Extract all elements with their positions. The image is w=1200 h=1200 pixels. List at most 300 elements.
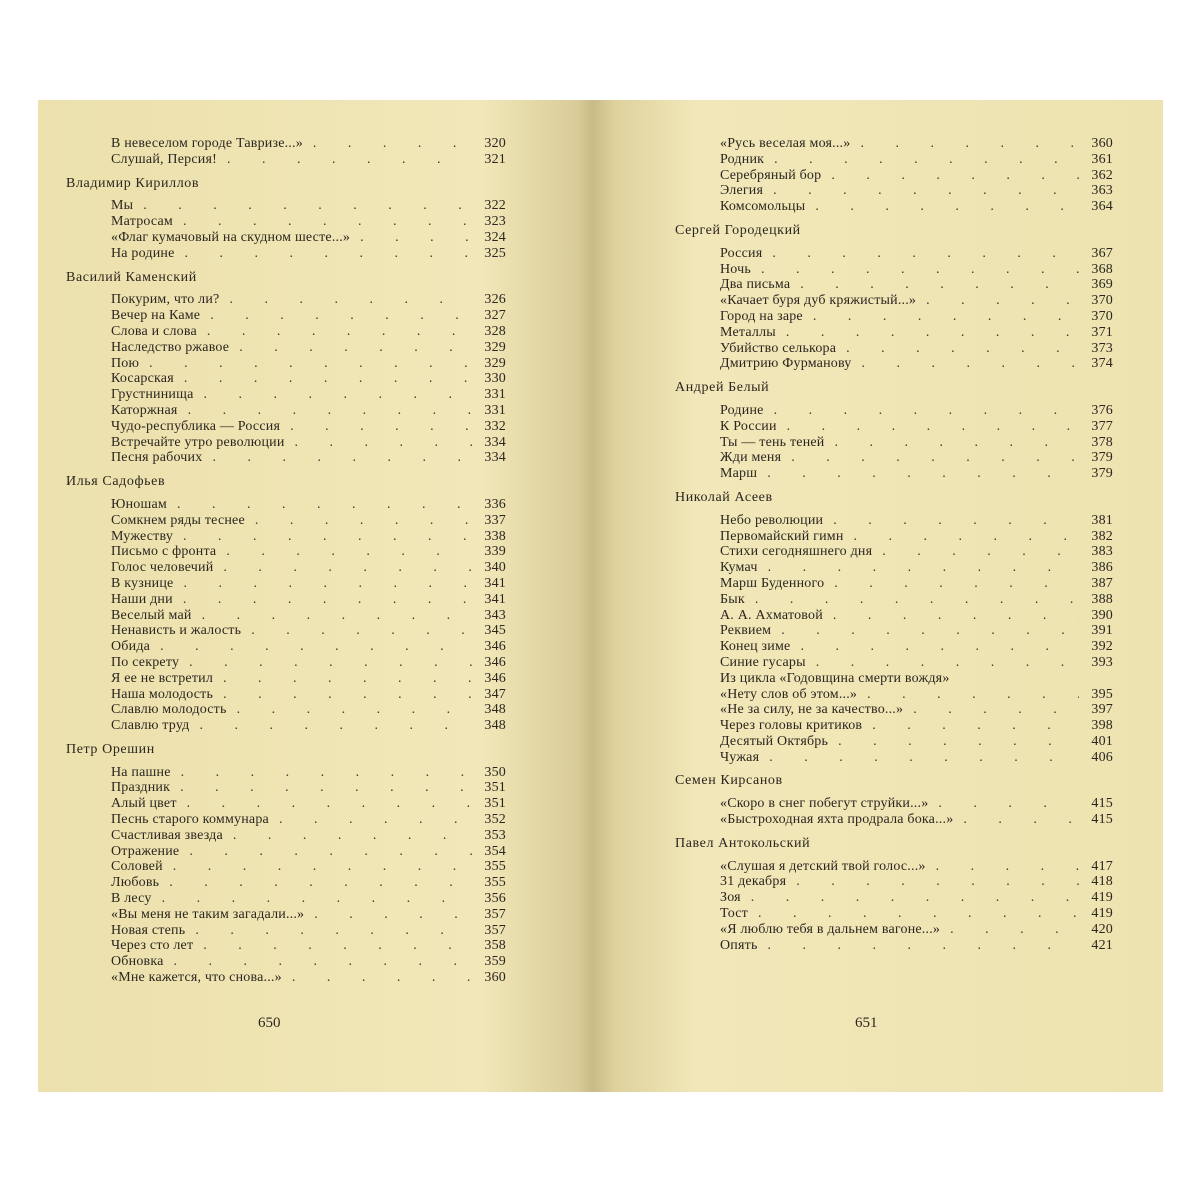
dot-leader bbox=[282, 970, 472, 986]
toc-entry bbox=[675, 356, 1113, 372]
entry-page-number: 343 bbox=[484, 607, 506, 623]
toc-entry bbox=[66, 592, 506, 608]
entry-page-number: 348 bbox=[484, 718, 506, 734]
entry-title: Чудо-республика — Россия bbox=[111, 418, 281, 434]
dot-leader bbox=[175, 246, 472, 262]
entry-title: Обновка bbox=[111, 954, 164, 970]
entry-title: В кузнице bbox=[111, 575, 174, 591]
entry-page-number: 382 bbox=[1091, 528, 1113, 544]
entry-title: Комсомольцы bbox=[720, 199, 806, 215]
toc-entry bbox=[675, 608, 1113, 624]
dot-leader bbox=[227, 702, 472, 718]
dot-leader bbox=[304, 907, 472, 923]
entry-page-number: 415 bbox=[1091, 812, 1113, 828]
dot-leader bbox=[174, 371, 472, 387]
entry-page-number: 393 bbox=[1091, 654, 1113, 670]
entry-page-number: 362 bbox=[1091, 167, 1113, 183]
toc-section bbox=[66, 176, 506, 262]
entry-page-number: 373 bbox=[1091, 340, 1113, 356]
entry-page-number: 419 bbox=[1091, 890, 1113, 906]
entry-page-number: 376 bbox=[1091, 402, 1113, 418]
toc-entry bbox=[66, 246, 506, 262]
dot-leader bbox=[179, 655, 472, 671]
dot-leader bbox=[219, 292, 472, 308]
dot-leader bbox=[762, 246, 1079, 262]
toc-entry bbox=[66, 780, 506, 796]
entry-title: К России bbox=[720, 418, 777, 434]
entry-title: «Русь веселая моя...» bbox=[720, 136, 851, 151]
entry-title: Десятый Октябрь bbox=[720, 733, 829, 749]
entry-page-number: 360 bbox=[1091, 136, 1113, 151]
entry-page-number: 390 bbox=[1091, 607, 1113, 623]
entry-page-number: 417 bbox=[1091, 858, 1113, 874]
entry-title: Небо революции bbox=[720, 512, 824, 528]
entry-page-number: 338 bbox=[484, 528, 506, 544]
entry-page-number: 323 bbox=[484, 214, 506, 230]
toc-entry bbox=[675, 639, 1113, 655]
dot-leader bbox=[836, 341, 1079, 357]
toc-entry bbox=[66, 796, 506, 812]
entry-title: Марш Буденного bbox=[720, 575, 825, 591]
toc-entry bbox=[66, 907, 506, 923]
entry-title: Тост bbox=[720, 906, 748, 922]
toc-entry bbox=[66, 230, 506, 246]
toc-entry bbox=[66, 419, 506, 435]
entry-page-number: 379 bbox=[1091, 466, 1113, 482]
toc-entry bbox=[66, 152, 506, 168]
dot-leader bbox=[303, 136, 472, 152]
toc-entry bbox=[66, 923, 506, 939]
author-name: Владимир Кириллов bbox=[66, 175, 200, 191]
dot-leader bbox=[953, 812, 1079, 828]
entry-title: Матросам bbox=[111, 214, 173, 230]
entry-page-number: 355 bbox=[484, 859, 506, 875]
toc-entry bbox=[66, 859, 506, 875]
toc-entry bbox=[675, 671, 1113, 687]
toc-entry bbox=[66, 403, 506, 419]
entry-title: Ты — тень теней bbox=[720, 434, 825, 450]
entry-title: «Вы меня не таким загадали...» bbox=[111, 906, 305, 922]
entry-title: Письмо с фронта bbox=[111, 544, 217, 560]
dot-leader bbox=[133, 198, 472, 214]
toc-section bbox=[675, 836, 1113, 954]
dot-leader bbox=[764, 152, 1079, 168]
entry-page-number: 386 bbox=[1091, 560, 1113, 576]
toc-entry bbox=[675, 702, 1113, 718]
entry-page-number: 334 bbox=[484, 450, 506, 466]
toc-entry bbox=[66, 214, 506, 230]
toc-entry bbox=[66, 938, 506, 954]
entry-title: На родине bbox=[111, 245, 175, 261]
toc-entry bbox=[675, 183, 1113, 199]
entry-page-number: 341 bbox=[484, 591, 506, 607]
dot-leader bbox=[751, 262, 1079, 278]
dot-leader bbox=[171, 765, 472, 781]
toc-section bbox=[66, 136, 506, 168]
entry-title: Отражение bbox=[111, 843, 180, 859]
toc-entry bbox=[675, 403, 1113, 419]
dot-leader bbox=[916, 293, 1079, 309]
dot-leader bbox=[200, 308, 472, 324]
dot-leader bbox=[825, 435, 1080, 451]
dot-leader bbox=[177, 796, 472, 812]
entry-title: На пашне bbox=[111, 764, 171, 780]
entry-title: Новая степь bbox=[111, 922, 186, 938]
entry-title: Серебряный бор bbox=[720, 167, 822, 183]
toc-entry bbox=[66, 891, 506, 907]
dot-leader bbox=[852, 356, 1080, 372]
dot-leader bbox=[805, 199, 1079, 215]
entry-title: Голос человечий bbox=[111, 560, 214, 576]
entry-title: Сомкнем ряды теснее bbox=[111, 512, 245, 528]
toc-entry bbox=[66, 292, 506, 308]
entry-title: В невеселом городе Тавризе...» bbox=[111, 136, 303, 151]
toc-entry bbox=[675, 859, 1113, 875]
toc-entry bbox=[675, 277, 1113, 293]
toc-entry bbox=[66, 844, 506, 860]
entry-title: Опять bbox=[720, 937, 758, 953]
entry-title: Из цикла «Годовщина смерти вождя» bbox=[720, 670, 950, 686]
entry-page-number: 351 bbox=[484, 796, 506, 812]
toc-entry bbox=[675, 341, 1113, 357]
author-name: Илья Садофьев bbox=[66, 474, 166, 490]
dot-leader bbox=[194, 387, 472, 403]
toc-section bbox=[675, 773, 1113, 827]
entry-title: Реквием bbox=[720, 623, 772, 639]
page-number-right: 651 bbox=[855, 1015, 878, 1031]
entry-page-number: 330 bbox=[484, 371, 506, 387]
entry-title: Жди меня bbox=[720, 450, 782, 466]
dot-leader bbox=[763, 183, 1079, 199]
toc-entry bbox=[675, 655, 1113, 671]
left-page bbox=[38, 100, 593, 1092]
dot-leader bbox=[748, 906, 1079, 922]
toc-entry bbox=[66, 954, 506, 970]
dot-leader bbox=[790, 277, 1079, 293]
dot-leader bbox=[926, 859, 1079, 875]
author-name: Василий Каменский bbox=[66, 269, 197, 285]
entry-title: Слушай, Персия! bbox=[111, 151, 217, 167]
author-name: Павел Антокольский bbox=[675, 835, 811, 851]
dot-leader bbox=[771, 623, 1079, 639]
dot-leader bbox=[823, 608, 1079, 624]
toc-entry bbox=[675, 450, 1113, 466]
dot-leader bbox=[758, 938, 1079, 954]
dot-leader bbox=[790, 639, 1079, 655]
entry-title: Наша молодость bbox=[111, 686, 214, 702]
entry-page-number: 324 bbox=[484, 229, 506, 245]
toc-entry bbox=[66, 356, 506, 372]
dot-leader bbox=[202, 450, 472, 466]
entry-title: Праздник bbox=[111, 780, 171, 796]
entry-page-number: 369 bbox=[1091, 277, 1113, 293]
entry-title: Алый цвет bbox=[111, 796, 177, 812]
dot-leader bbox=[241, 623, 472, 639]
dot-leader bbox=[741, 890, 1079, 906]
toc-entry bbox=[675, 718, 1113, 734]
entry-page-number: 348 bbox=[484, 702, 506, 718]
entry-page-number: 322 bbox=[484, 198, 506, 214]
entry-page-number: 350 bbox=[484, 764, 506, 780]
dot-leader bbox=[758, 560, 1079, 576]
dot-leader bbox=[213, 560, 472, 576]
entry-title: «Качает буря дуб кряжистый...» bbox=[720, 293, 917, 309]
dot-leader bbox=[163, 859, 472, 875]
toc-entry bbox=[66, 623, 506, 639]
entry-title: В лесу bbox=[111, 891, 152, 907]
entry-title: Через сто лет bbox=[111, 938, 194, 954]
dot-leader bbox=[821, 168, 1079, 184]
author-name: Андрей Белый bbox=[675, 380, 770, 396]
dot-leader bbox=[759, 750, 1079, 766]
entry-page-number: 329 bbox=[484, 355, 506, 371]
dot-leader bbox=[173, 592, 472, 608]
toc-entry bbox=[66, 544, 506, 560]
entry-page-number: 351 bbox=[484, 780, 506, 796]
entry-page-number: 337 bbox=[484, 512, 506, 528]
dot-leader bbox=[776, 325, 1079, 341]
entry-page-number: 346 bbox=[484, 639, 506, 655]
entry-title: Родине bbox=[720, 402, 764, 418]
dot-leader bbox=[940, 922, 1079, 938]
entry-title: «Быстроходная яхта продрала бока...» bbox=[720, 812, 954, 828]
entry-page-number: 381 bbox=[1091, 512, 1113, 528]
entry-page-number: 329 bbox=[484, 339, 506, 355]
toc-column-right bbox=[675, 136, 1113, 953]
entry-page-number: 395 bbox=[1091, 686, 1113, 702]
entry-title: Металлы bbox=[720, 324, 776, 340]
entry-page-number: 371 bbox=[1091, 324, 1113, 340]
toc-entry bbox=[66, 702, 506, 718]
toc-entry bbox=[66, 812, 506, 828]
entry-page-number: 421 bbox=[1091, 937, 1113, 953]
toc-entry bbox=[66, 497, 506, 513]
dot-leader bbox=[745, 592, 1079, 608]
entry-page-number: 326 bbox=[484, 292, 506, 308]
entry-page-number: 353 bbox=[484, 827, 506, 843]
entry-title: Дмитрию Фурманову bbox=[720, 356, 852, 372]
toc-section bbox=[66, 742, 506, 986]
dot-leader bbox=[216, 544, 472, 560]
entry-title: Встречайте утро революции bbox=[111, 434, 285, 450]
dot-leader bbox=[170, 780, 472, 796]
book-spread bbox=[38, 100, 1163, 1092]
toc-entry bbox=[66, 308, 506, 324]
dot-leader bbox=[850, 136, 1079, 152]
toc-entry bbox=[675, 325, 1113, 341]
entry-title: «Флаг кумачовый на скудном шесте...» bbox=[111, 229, 351, 245]
toc-section bbox=[66, 270, 506, 467]
entry-page-number: 354 bbox=[484, 843, 506, 859]
dot-leader bbox=[928, 796, 1079, 812]
entry-title: Синие гусары bbox=[720, 654, 806, 670]
toc-entry bbox=[675, 560, 1113, 576]
dot-leader bbox=[269, 812, 472, 828]
dot-leader bbox=[229, 340, 472, 356]
entry-page-number: 332 bbox=[484, 418, 506, 434]
toc-entry bbox=[675, 592, 1113, 608]
dot-leader bbox=[223, 828, 472, 844]
entry-title: Юношам bbox=[111, 496, 167, 512]
entry-title: Покурим, что ли? bbox=[111, 292, 220, 308]
dot-leader bbox=[173, 576, 472, 592]
dot-leader bbox=[193, 938, 472, 954]
entry-page-number: 419 bbox=[1091, 906, 1113, 922]
entry-title: По секрету bbox=[111, 654, 180, 670]
dot-leader bbox=[164, 954, 472, 970]
toc-section bbox=[66, 474, 506, 734]
toc-entry bbox=[675, 293, 1113, 309]
entry-page-number: 339 bbox=[484, 544, 506, 560]
toc-entry bbox=[66, 560, 506, 576]
entry-title: Веселый май bbox=[111, 607, 192, 623]
author-name: Семен Кирсанов bbox=[675, 773, 783, 789]
entry-title: Через головы критиков bbox=[720, 718, 863, 734]
entry-title: Наследство ржавое bbox=[111, 339, 230, 355]
toc-entry bbox=[675, 906, 1113, 922]
entry-page-number: 336 bbox=[484, 496, 506, 512]
entry-title: Конец зиме bbox=[720, 639, 791, 655]
toc-entry bbox=[66, 608, 506, 624]
toc-entry bbox=[675, 513, 1113, 529]
entry-page-number: 392 bbox=[1091, 639, 1113, 655]
entry-page-number: 374 bbox=[1091, 356, 1113, 372]
dot-leader bbox=[828, 734, 1079, 750]
entry-title: Соловей bbox=[111, 859, 163, 875]
dot-leader bbox=[189, 718, 472, 734]
entry-title: Я ее не встретил bbox=[111, 670, 214, 686]
toc-entry bbox=[675, 435, 1113, 451]
toc-entry bbox=[675, 796, 1113, 812]
toc-entry bbox=[66, 687, 506, 703]
toc-entry bbox=[66, 340, 506, 356]
author-name: Сергей Городецкий bbox=[675, 222, 801, 238]
entry-page-number: 367 bbox=[1091, 245, 1113, 261]
toc-entry bbox=[675, 890, 1113, 906]
entry-title: Ночь bbox=[720, 261, 751, 277]
toc-entry bbox=[66, 529, 506, 545]
dot-leader bbox=[823, 513, 1079, 529]
entry-page-number: 356 bbox=[484, 891, 506, 907]
entry-page-number: 340 bbox=[484, 560, 506, 576]
toc-entry bbox=[66, 576, 506, 592]
toc-entry bbox=[675, 262, 1113, 278]
entry-title: «Слушая я детский твой голос...» bbox=[720, 858, 926, 874]
toc-entry bbox=[675, 529, 1113, 545]
entry-title: «Я люблю тебя в дальнем вагоне...» bbox=[720, 921, 941, 937]
toc-section bbox=[675, 136, 1113, 215]
entry-page-number: 357 bbox=[484, 922, 506, 938]
entry-title: Россия bbox=[720, 245, 763, 261]
dot-leader bbox=[350, 230, 472, 246]
toc-section bbox=[675, 490, 1113, 766]
entry-title: Счастливая звезда bbox=[111, 827, 223, 843]
toc-entry bbox=[66, 765, 506, 781]
dot-leader bbox=[862, 718, 1079, 734]
entry-title: Стихи сегодняшнего дня bbox=[720, 544, 873, 560]
entry-title: 31 декабря bbox=[720, 874, 787, 890]
entry-page-number: 379 bbox=[1091, 450, 1113, 466]
toc-entry bbox=[675, 812, 1113, 828]
dot-leader bbox=[757, 466, 1079, 482]
entry-page-number: 420 bbox=[1091, 921, 1113, 937]
toc-entry bbox=[675, 136, 1113, 152]
dot-leader bbox=[806, 655, 1079, 671]
entry-page-number: 361 bbox=[1091, 151, 1113, 167]
toc-entry bbox=[66, 387, 506, 403]
dot-leader bbox=[179, 844, 472, 860]
entry-title: Зоя bbox=[720, 890, 741, 906]
entry-page-number: 359 bbox=[484, 954, 506, 970]
toc-entry bbox=[675, 623, 1113, 639]
entry-page-number: 334 bbox=[484, 434, 506, 450]
toc-section bbox=[675, 223, 1113, 372]
entry-title: Кумач bbox=[720, 560, 758, 576]
toc-entry bbox=[675, 309, 1113, 325]
entry-title: Мужеству bbox=[111, 528, 174, 544]
dot-leader bbox=[764, 403, 1079, 419]
dot-leader bbox=[150, 639, 472, 655]
toc-entry bbox=[66, 639, 506, 655]
toc-entry bbox=[675, 152, 1113, 168]
entry-title: А. А. Ахматовой bbox=[720, 607, 823, 623]
entry-title: Пою bbox=[111, 355, 140, 371]
entry-page-number: 398 bbox=[1091, 718, 1113, 734]
entry-title: «Мне кажется, что снова...» bbox=[111, 970, 282, 986]
toc-entry bbox=[675, 874, 1113, 890]
dot-leader bbox=[213, 687, 472, 703]
toc-entry bbox=[675, 750, 1113, 766]
entry-page-number: 363 bbox=[1091, 183, 1113, 199]
entry-title: Первомайский гимн bbox=[720, 528, 844, 544]
entry-title: Убийство селькора bbox=[720, 340, 837, 356]
entry-title: Славлю труд bbox=[111, 718, 190, 734]
entry-page-number: 368 bbox=[1091, 261, 1113, 277]
author-name: Николай Асеев bbox=[675, 489, 773, 505]
toc-entry bbox=[66, 828, 506, 844]
toc-entry bbox=[66, 450, 506, 466]
page-number-left: 650 bbox=[258, 1015, 281, 1031]
toc-entry bbox=[675, 246, 1113, 262]
entry-page-number: 378 bbox=[1091, 434, 1113, 450]
toc-entry bbox=[66, 136, 506, 152]
dot-leader bbox=[777, 419, 1079, 435]
entry-page-number: 358 bbox=[484, 938, 506, 954]
dot-leader bbox=[173, 214, 472, 230]
dot-leader bbox=[280, 419, 472, 435]
entry-page-number: 383 bbox=[1091, 544, 1113, 560]
entry-title: Ненависть и жалость bbox=[111, 623, 242, 639]
toc-entry bbox=[675, 168, 1113, 184]
toc-entry bbox=[675, 544, 1113, 560]
toc-entry bbox=[675, 466, 1113, 482]
entry-title: Наши дни bbox=[111, 591, 173, 607]
toc-entry bbox=[66, 875, 506, 891]
dot-leader bbox=[192, 608, 472, 624]
entry-page-number: 321 bbox=[484, 151, 506, 167]
dot-leader bbox=[173, 529, 472, 545]
entry-page-number: 345 bbox=[484, 623, 506, 639]
dot-leader bbox=[185, 923, 472, 939]
dot-leader bbox=[159, 875, 472, 891]
entry-page-number: 327 bbox=[484, 308, 506, 324]
entry-title: Вечер на Каме bbox=[111, 308, 201, 324]
dot-leader bbox=[197, 324, 472, 340]
entry-page-number: 377 bbox=[1091, 418, 1113, 434]
entry-page-number: 360 bbox=[484, 970, 506, 986]
dot-leader bbox=[167, 497, 472, 513]
dot-leader bbox=[245, 513, 472, 529]
